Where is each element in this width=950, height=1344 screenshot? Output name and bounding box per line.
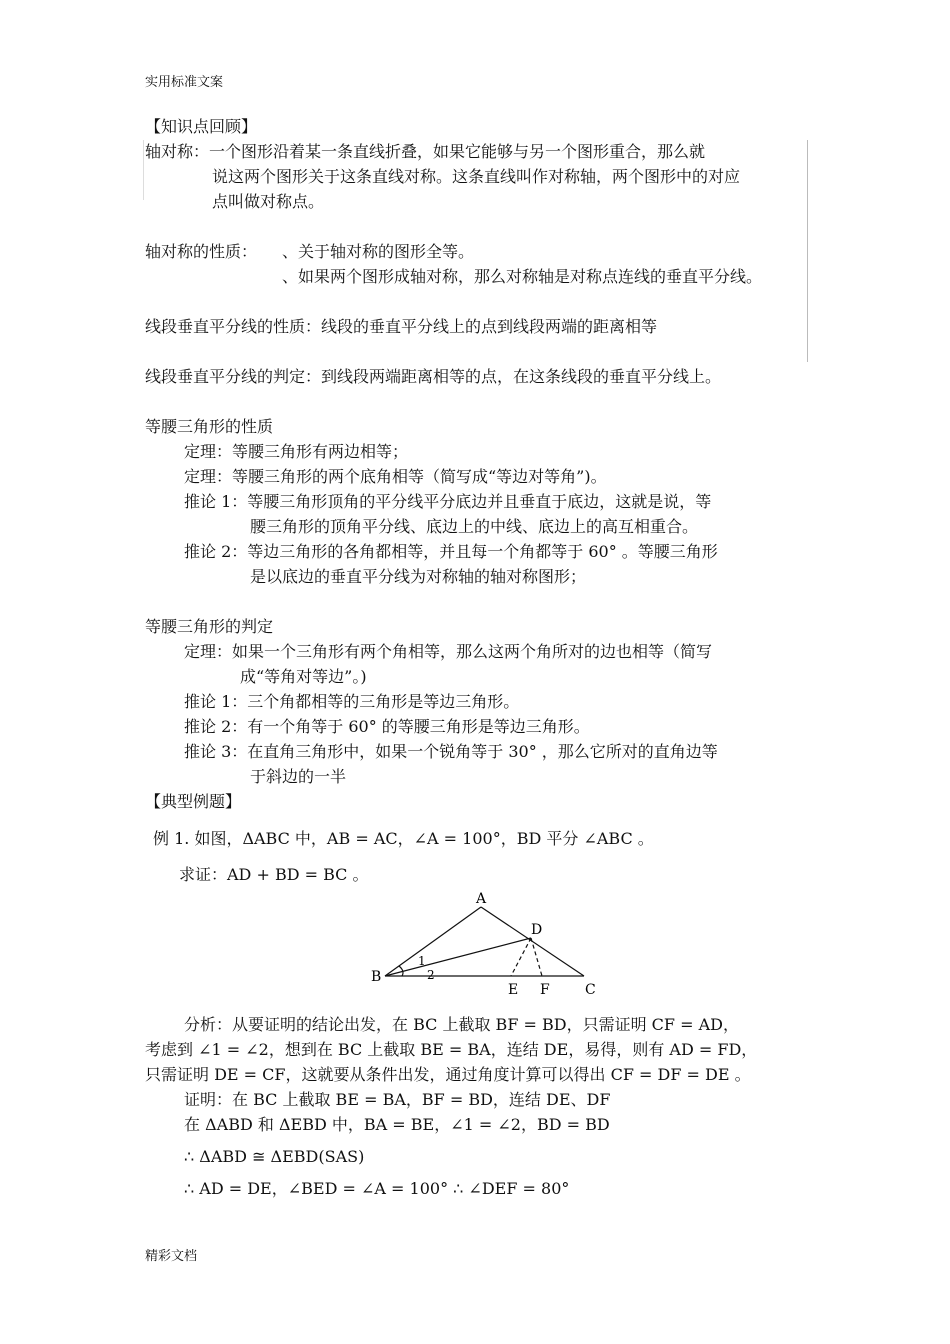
example-1-prove: 求证：AD + BD = BC 。 bbox=[179, 865, 369, 884]
axis-definition-line-3: 点叫做对称点。 bbox=[212, 192, 325, 211]
iso-prop-corollary-1-cont: 腰三角形的顶角平分线、底边上的中线、底边上的高互相重合。 bbox=[250, 517, 699, 536]
review-heading: 【知识点回顾】 bbox=[145, 117, 258, 136]
frame-border-left bbox=[143, 140, 144, 200]
segment-de bbox=[511, 938, 531, 976]
analysis-line-3: 只需证明 DE = CF，这就要从条件出发，通过角度计算可以得出 CF = DF = DE 。 bbox=[145, 1065, 751, 1084]
proof-line-2: 在 ΔABD 和 ΔEBD 中，BA = BE，∠1 = ∠2，BD = BD bbox=[184, 1115, 610, 1134]
label-a: A bbox=[476, 891, 487, 907]
iso-judge-corollary-3-cont: 于斜边的一半 bbox=[250, 767, 347, 786]
iso-prop-theorem-1: 定理：等腰三角形有两边相等； bbox=[184, 442, 409, 461]
page-footer: 精彩文档 bbox=[145, 1249, 198, 1264]
page-header: 实用标准文案 bbox=[145, 75, 224, 90]
axis-properties-label: 轴对称的性质： bbox=[145, 242, 258, 261]
frame-border-right bbox=[807, 140, 808, 362]
label-d: D bbox=[531, 922, 543, 938]
examples-heading: 【典型例题】 bbox=[145, 792, 242, 811]
iso-prop-corollary-1: 推论 1：等腰三角形顶角的平分线平分底边并且垂直于底边，这就是说，等 bbox=[184, 492, 712, 511]
triangle-figure bbox=[360, 888, 610, 1000]
angle-arc bbox=[399, 966, 403, 976]
axis-definition-line-1: 轴对称：一个图形沿着某一条直线折叠，如果它能够与另一个图形重合，那么就 bbox=[145, 142, 706, 161]
iso-judge-corollary-2: 推论 2：有一个角等于 60° 的等腰三角形是等边三角形。 bbox=[184, 717, 590, 736]
example-1-statement: 例 1. 如图，ΔABC 中，AB = AC，∠A = 100°，BD 平分 ∠ABC 。 bbox=[153, 829, 654, 848]
isosceles-properties-title: 等腰三角形的性质 bbox=[145, 417, 274, 436]
axis-definition-line-2: 说这两个图形关于这条直线对称。这条直线叫作对称轴，两个图形中的对应 bbox=[212, 167, 741, 186]
iso-prop-corollary-2: 推论 2：等边三角形的各角都相等，并且每一个角都等于 60° 。等腰三角形 bbox=[184, 542, 718, 561]
segment-bd bbox=[385, 938, 531, 976]
iso-judge-corollary-3: 推论 3：在直角三角形中，如果一个锐角等于 30° ，那么它所对的直角边等 bbox=[184, 742, 718, 761]
label-angle-1: 1 bbox=[418, 954, 426, 968]
proof-line-4: ∴ AD = DE，∠BED = ∠A = 100° ∴ ∠DEF = 80° bbox=[184, 1179, 570, 1198]
label-e: E bbox=[508, 982, 519, 998]
isosceles-judgement-title: 等腰三角形的判定 bbox=[145, 617, 274, 636]
proof-line-3: ∴ ΔABD ≅ ΔEBD(SAS) bbox=[184, 1147, 365, 1166]
perp-bisector-property: 线段垂直平分线的性质：线段的垂直平分线上的点到线段两端的距离相等 bbox=[145, 317, 658, 336]
label-b: B bbox=[371, 969, 382, 985]
axis-property-1: 、关于轴对称的图形全等。 bbox=[282, 242, 475, 261]
label-angle-2: 2 bbox=[427, 968, 435, 982]
proof-line-1: 证明：在 BC 上截取 BE = BA，BF = BD，连结 DE、DF bbox=[184, 1090, 611, 1109]
iso-prop-theorem-2: 定理：等腰三角形的两个底角相等（简写成“等边对等角”)。 bbox=[184, 467, 607, 486]
label-c: C bbox=[585, 982, 596, 998]
label-f: F bbox=[540, 982, 550, 998]
analysis-line-1: 分析：从要证明的结论出发，在 BC 上截取 BF = BD，只需证明 CF = AD， bbox=[184, 1015, 739, 1034]
iso-judge-theorem: 定理：如果一个三角形有两个角相等，那么这两个角所对的边也相等（简写 bbox=[184, 642, 713, 661]
iso-judge-theorem-cont: 成“等角对等边”。) bbox=[240, 667, 367, 686]
iso-judge-corollary-1: 推论 1：三个角都相等的三角形是等边三角形。 bbox=[184, 692, 520, 711]
iso-prop-corollary-2-cont: 是以底边的垂直平分线为对称轴的轴对称图形； bbox=[250, 567, 587, 586]
analysis-line-2: 考虑到 ∠1 = ∠2，想到在 BC 上截取 BE = BA，连结 DE，易得，则有 AD = FD， bbox=[145, 1040, 758, 1059]
axis-property-2: 、如果两个图形成轴对称，那么对称轴是对称点连线的垂直平分线。 bbox=[282, 267, 763, 286]
perp-bisector-judgement: 线段垂直平分线的判定：到线段两端距离相等的点，在这条线段的垂直平分线上。 bbox=[145, 367, 722, 386]
